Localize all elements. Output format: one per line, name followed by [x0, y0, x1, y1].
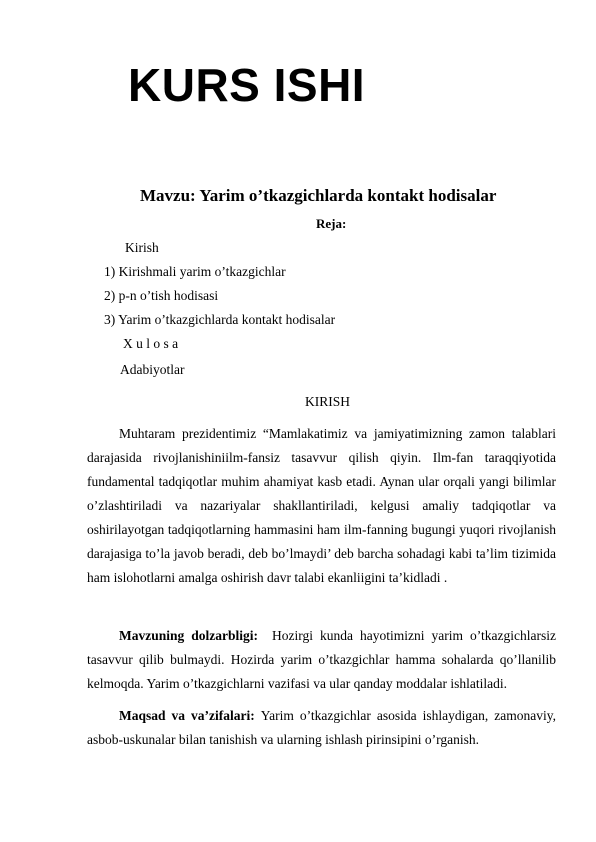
toc-item-xulosa: X u l o s a — [123, 336, 179, 351]
toc-item-adabiyotlar: Adabiyotlar — [120, 362, 185, 377]
topic-line — [140, 186, 496, 206]
section-heading-kirish: KIRISH — [305, 394, 351, 409]
paragraph-goals — [87, 704, 556, 752]
toc-item-kirish: Kirish — [125, 240, 159, 255]
topic-text: Yarim o’tkazgichlarda kontakt hodisalar — [199, 186, 497, 205]
paragraph-intro — [87, 422, 556, 590]
relevance-label: Mavzuning dolzarbligi: — [119, 628, 259, 643]
plan-heading: Reja: — [316, 216, 347, 231]
toc-item-1: 1) Kirishmali yarim o’tkazgichlar — [104, 264, 286, 279]
relevance-text: Hozirgi kunda hayotimizni yarim o’tkazgichlarsiz tasavvur qilib bulmaydi. Hozirda yarim o’tkazgichlar hamma sohalarda qo’llanilib kelmoqda. Yarim o’tkazgichlarni vazifasi va ular qanday moddalar ishlatiladi. — [87, 628, 556, 691]
paragraph-relevance — [87, 624, 556, 696]
document-title: KURS ISHI — [128, 59, 366, 111]
topic-label: Mavzu: — [140, 186, 196, 205]
paragraph-intro-text: Muhtaram prezidentimiz “Mamlakatimiz va jamiyatimizning zamon talablari darajasida rivojlanishiniilm-fansiz tasavvur qilish qiyin. Ilm-fan taraqqiyotida fundamental tadqiqotlar muhim ahamiyat kasb etadi. Aynan ular orqali yangi bilimlar o’zlashtiriladi va nazariyalar shakllantiriladi, kelgusi amaliy tadqiqotlar va oshirilayotgan tadqiqotlarning hammasini ham ilm-fanning bugungi yuqori rivojlanish darajasiga to’la javob beradi, deb bo’lmaydi’ deb barcha sohadagi kabi ta’lim tizimida ham islohotlarni amalga oshirish davr talabi ekanliigini ta’kidladi . — [87, 426, 556, 585]
goals-label: Maqsad va va’zifalari: — [119, 708, 255, 723]
goals-text: Yarim o’tkazgichlar asosida ishlaydigan, zamonaviy, asbob-uskunalar bilan tanishish va ularning ishlash pirinsipini o’rganish. — [87, 708, 557, 747]
toc-item-2: 2) p-n o’tish hodisasi — [104, 288, 219, 303]
toc-item-3: 3) Yarim o’tkazgichlarda kontakt hodisalar — [104, 312, 336, 327]
